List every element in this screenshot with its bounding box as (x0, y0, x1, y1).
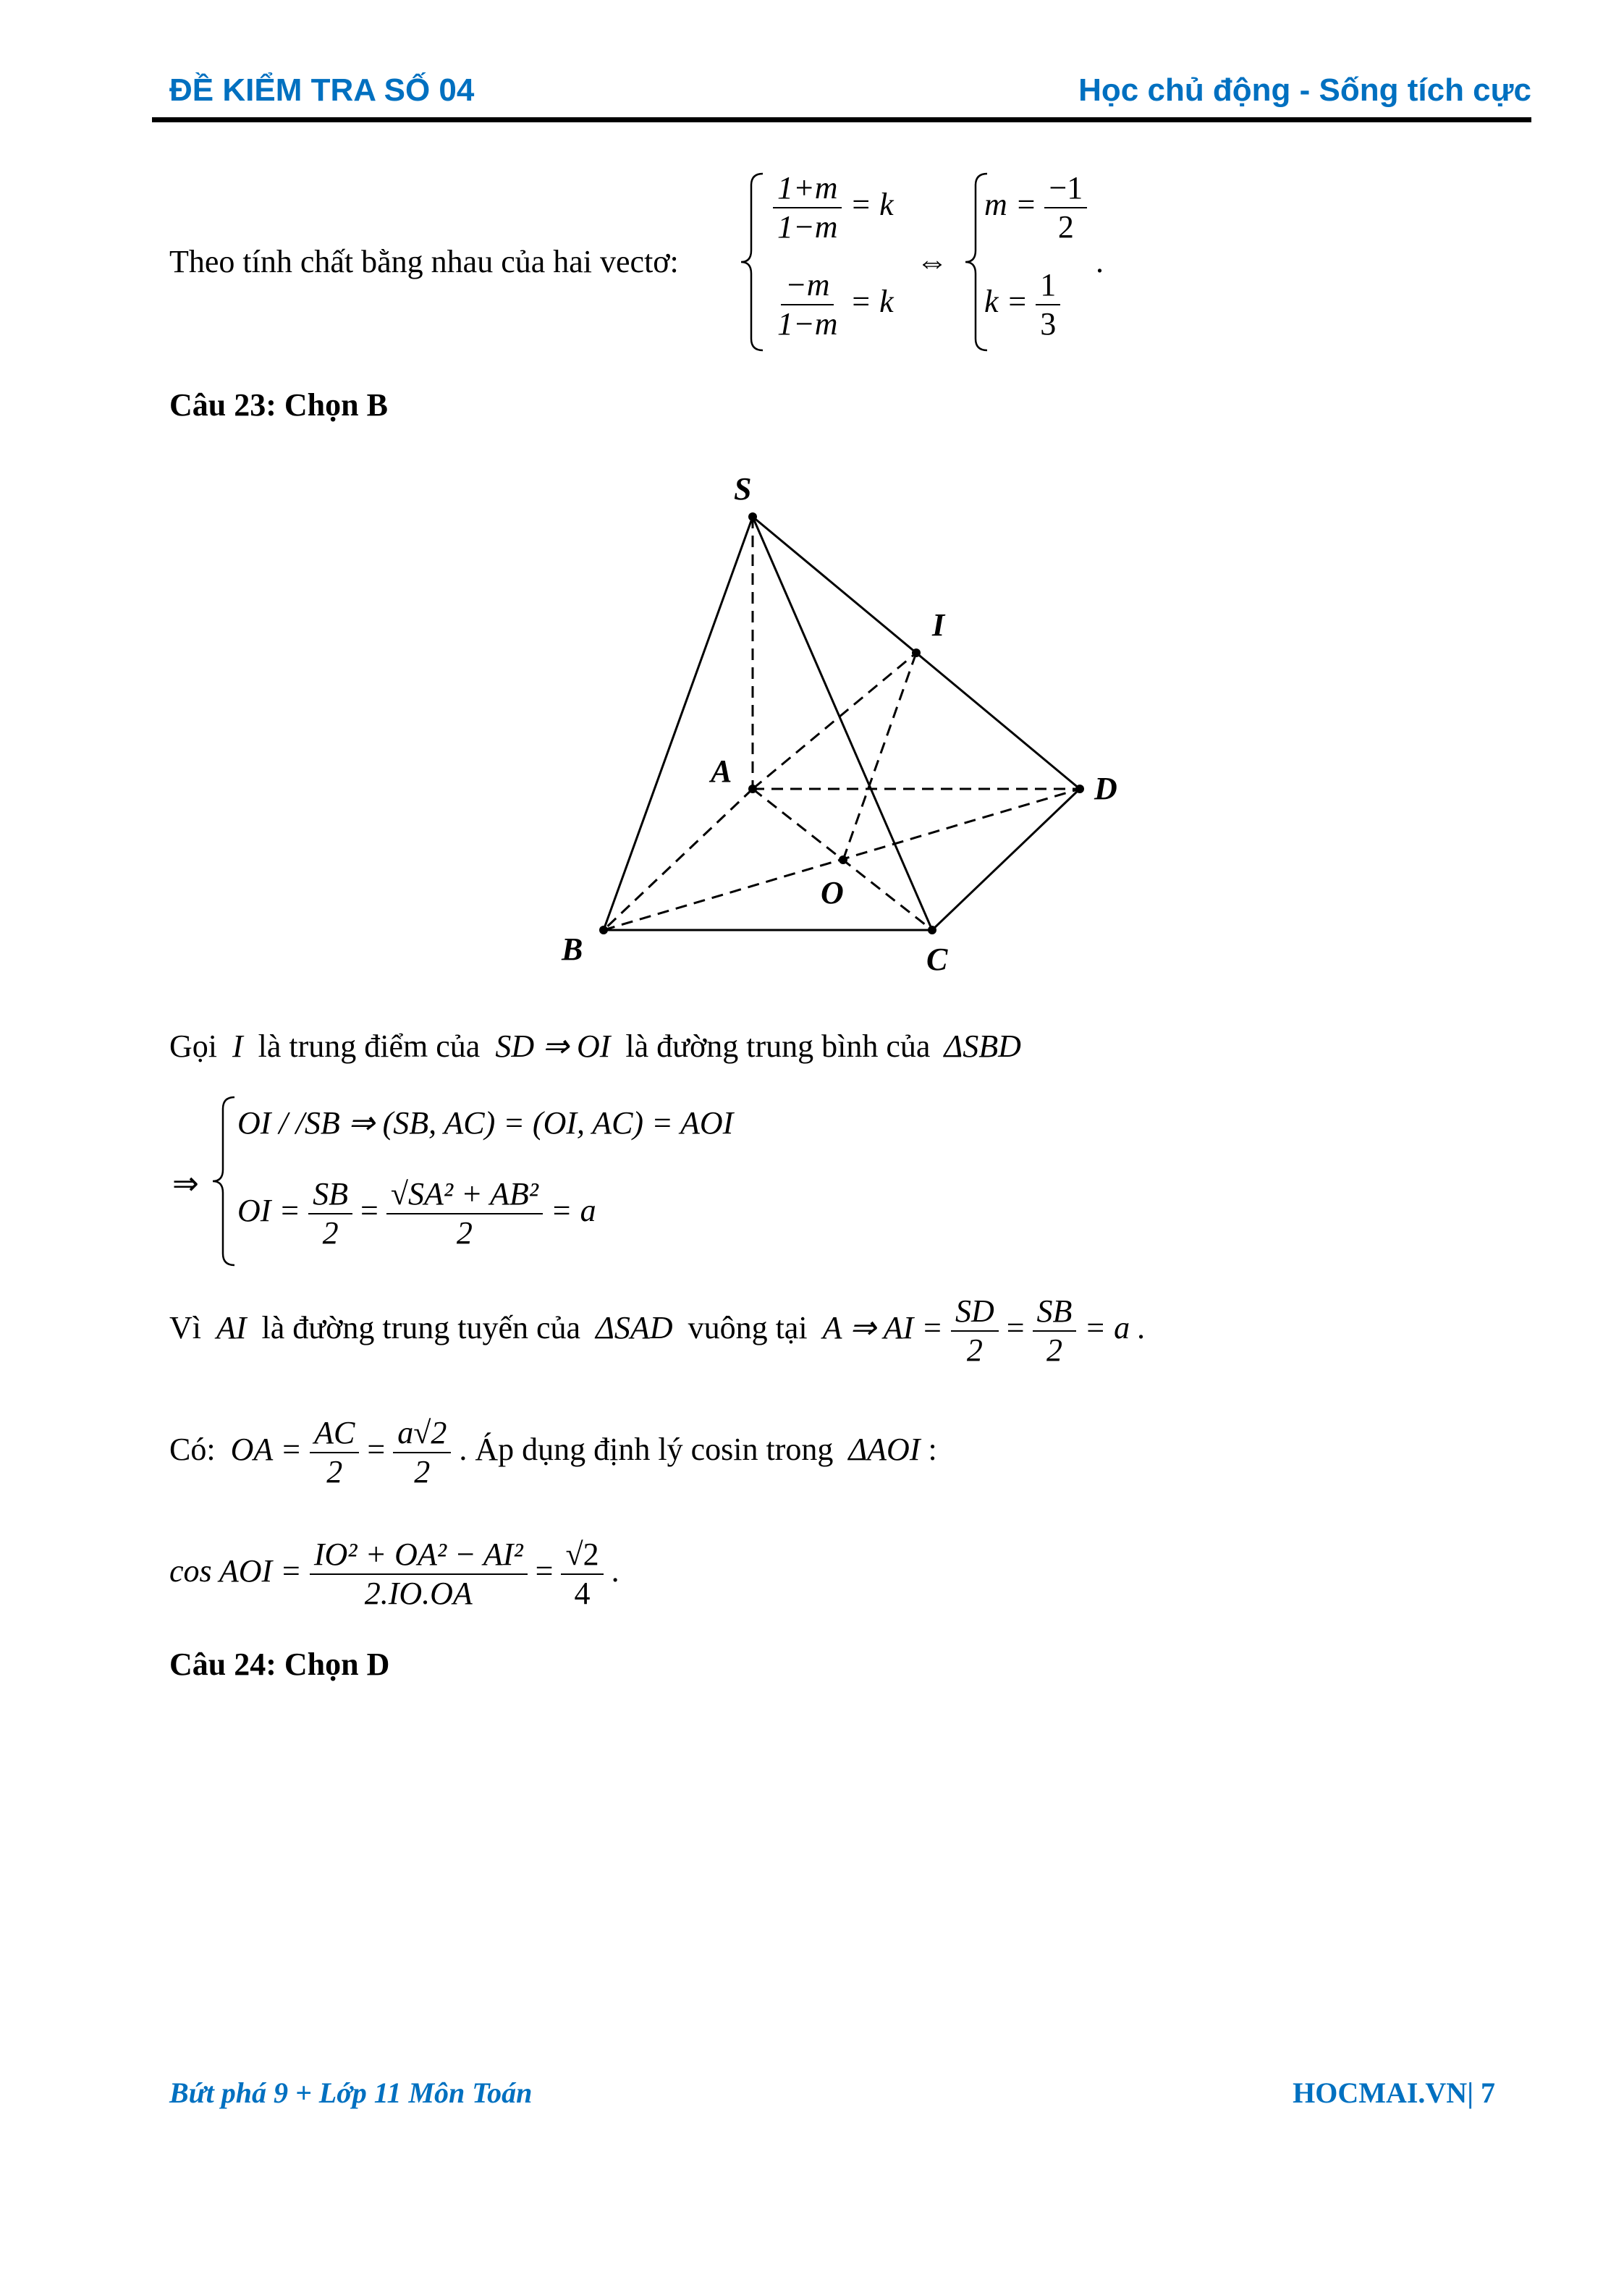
line2: Vì AI là đường trung tuyến của ΔSAD vuông tại A ⇒ AI = $\frac{SD}{2}$ = $\frac{SB}{2}$ = a . (169, 1293, 1146, 1368)
line1: Gọi I là trung điểm của SD ⇒ OI là đường trung bình của ΔSBD (169, 1028, 1021, 1064)
intro-text: Theo tính chất bằng nhau của hai vectơ: (169, 244, 679, 279)
edge-SC (753, 517, 932, 930)
line4: cos AOI = $\frac{\text{IO² + OA² − AI²}}{2.IO.OA}$ = $\frac{√2}{4}$ . (169, 1537, 619, 1611)
label-A: A (711, 753, 732, 789)
system2-arrow: ⇒ (172, 1166, 199, 1201)
intro-eq1: $\frac{1+m}{1-m}$ = k (773, 172, 894, 243)
point-O (839, 855, 847, 864)
segment-OI (843, 653, 916, 860)
system2-row1: OI / /SB ⇒ (SB, AC) = (OI, AC) = AOI (237, 1105, 734, 1141)
point-C (928, 926, 936, 934)
label-O: O (821, 875, 844, 910)
point-S (748, 512, 757, 521)
point-A (748, 785, 757, 793)
pyramid-figure (0, 0, 1624, 1013)
segment-AI (753, 653, 916, 789)
header-slogan: Học chủ động - Sống tích cực (1078, 72, 1531, 108)
intro-dot: . (1096, 244, 1104, 279)
q24-title: Câu 24: Chọn D (169, 1647, 390, 1682)
q23-title: Câu 23: Chọn B (169, 387, 388, 423)
intro-equiv: ⇔ (916, 244, 948, 279)
line3: Có: OA = $\frac{AC}{2}$ = $\frac{a√2}{2}$ . Áp dụng định lý cosin trong ΔAOI : (169, 1415, 937, 1490)
system2-row2: OI = $\frac{SB}{2}$ = $\frac{\text{√SA² + AB²}}{2}$ = a (237, 1176, 596, 1251)
edge-SB (604, 517, 753, 930)
intro-eq2: $\frac{-m}{1-m}$ = k (777, 267, 894, 342)
label-C: C (926, 942, 948, 977)
left-brace-2 (210, 1094, 239, 1268)
label-B: B (562, 931, 583, 967)
intro-sol-k: k = $\frac{1}{3}$ (984, 269, 1060, 340)
footer-course: Bứt phá 9 + Lớp 11 Môn Toán (169, 2076, 533, 2109)
label-I: I (932, 607, 945, 643)
label-S: S (734, 471, 752, 507)
point-D (1075, 785, 1084, 793)
point-B (599, 926, 608, 934)
point-I (912, 648, 921, 657)
label-D: D (1094, 771, 1117, 806)
footer-page: HOCMAI.VN| 7 (1293, 2076, 1495, 2109)
intro-sol-m: m = $\frac{-1}{2}$ (984, 172, 1087, 243)
header-title: ĐỀ KIỂM TRA SỐ 04 (169, 72, 475, 108)
